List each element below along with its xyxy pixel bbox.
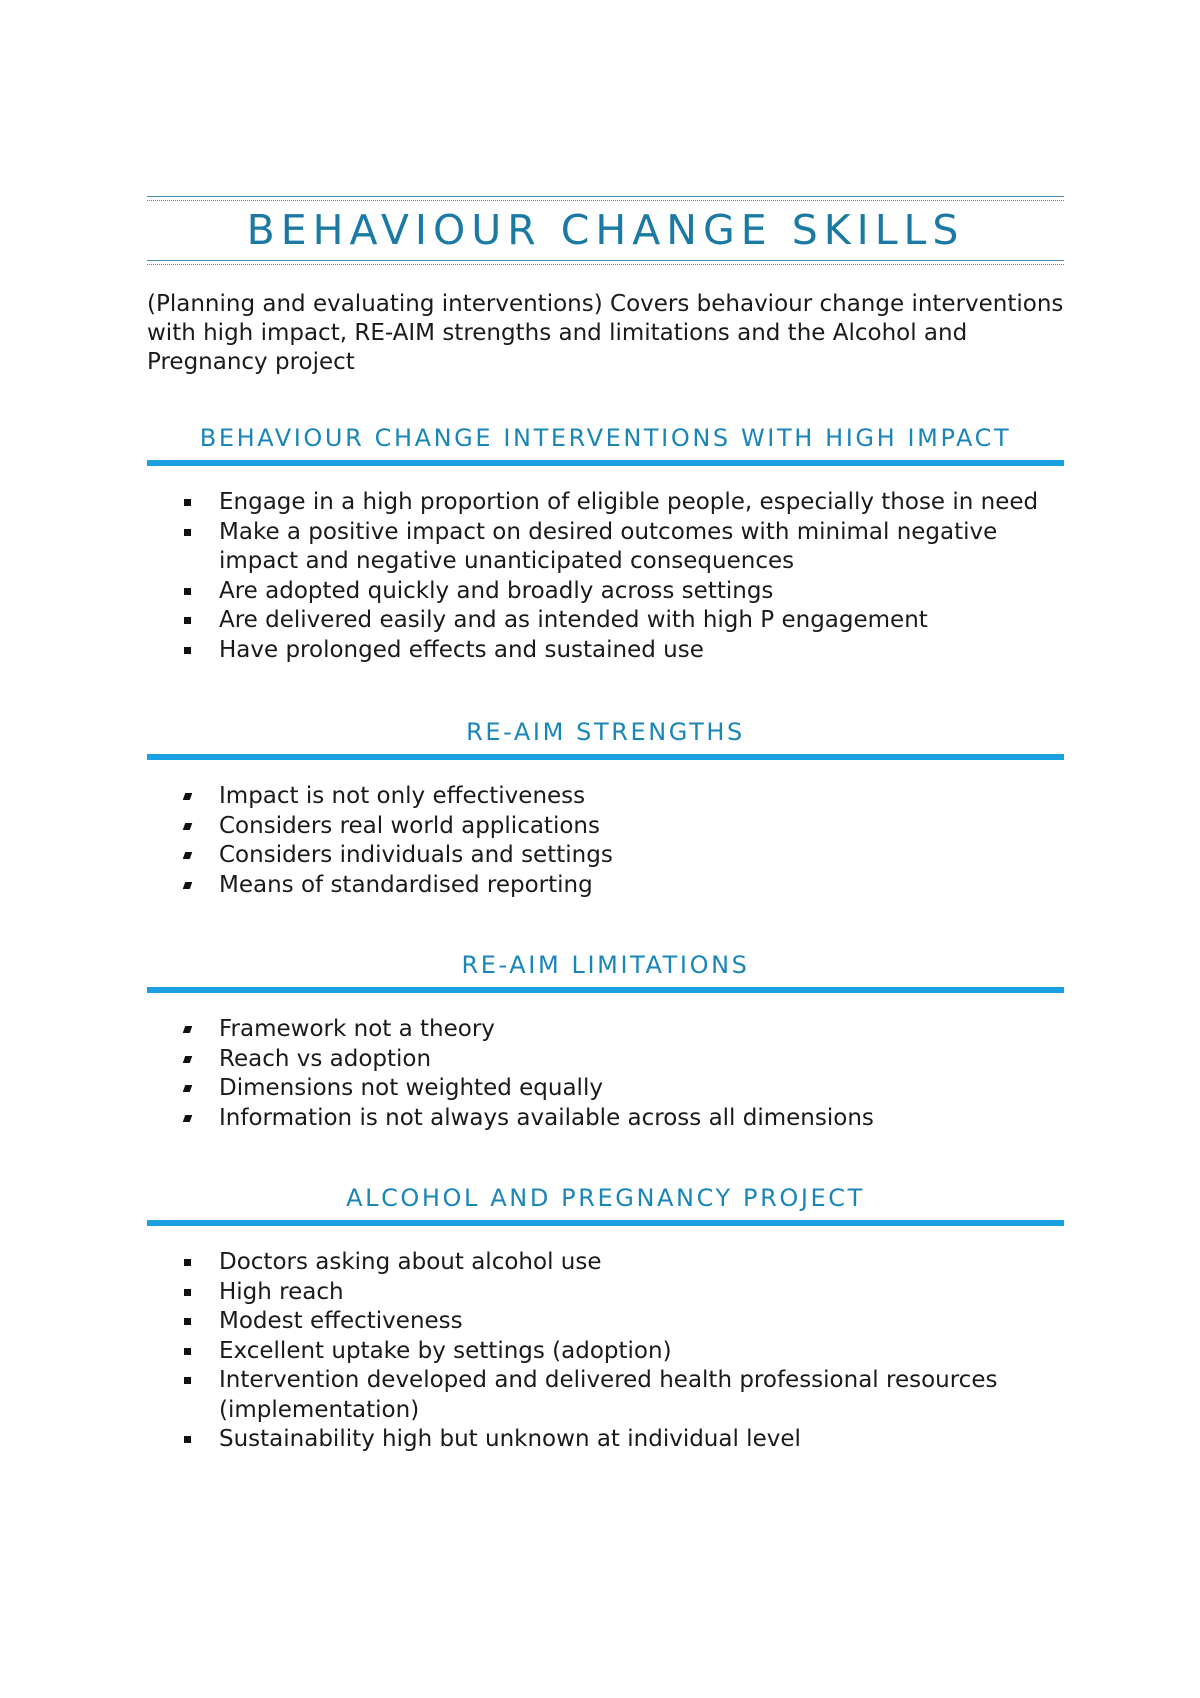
- list-item: [147, 1248, 1064, 1278]
- list-item: [147, 841, 1064, 871]
- square-bullet-icon: [184, 1289, 191, 1296]
- slanted-bullet-icon: [183, 823, 193, 830]
- bullet-list: [147, 1248, 1064, 1455]
- list-item: [147, 1015, 1064, 1045]
- section-high-impact: [147, 423, 1064, 665]
- list-item-text: Are adopted quickly and broadly across settings: [219, 577, 774, 604]
- list-item: [147, 1337, 1064, 1367]
- square-bullet-icon: [184, 1259, 191, 1266]
- square-bullet-icon: [184, 617, 191, 624]
- title-rule-bottom: [147, 260, 1064, 265]
- slanted-bullet-icon: [183, 1115, 193, 1122]
- list-item-text: Dimensions not weighted equally: [219, 1075, 603, 1101]
- list-item-text: Impact is not only effectiveness: [219, 783, 586, 809]
- section-alcohol-pregnancy: [147, 1183, 1064, 1455]
- title-block: [147, 196, 1064, 264]
- list-item-text: Means of standardised reporting: [219, 871, 593, 898]
- section-heading: ALCOHOL AND PREGNANCY PROJECT: [147, 1183, 1064, 1226]
- title-rule-top: [147, 196, 1064, 201]
- section-re-aim-strengths: [147, 717, 1064, 900]
- slanted-bullet-icon: [183, 882, 193, 889]
- list-item-text: Information is not always available across all dimensions: [219, 1104, 874, 1131]
- list-item: [147, 1425, 1064, 1455]
- section-heading: RE-AIM STRENGTHS: [147, 717, 1064, 760]
- section-heading: RE-AIM LIMITATIONS: [147, 950, 1064, 993]
- list-item-text: High reach: [219, 1278, 344, 1305]
- list-item: [147, 782, 1064, 812]
- list-item-text: Framework not a theory: [219, 1016, 495, 1042]
- list-item: [147, 871, 1064, 901]
- list-item: [147, 636, 1064, 666]
- slanted-bullet-icon: [183, 1056, 193, 1063]
- section-heading: BEHAVIOUR CHANGE INTERVENTIONS WITH HIGH IMPACT: [147, 423, 1064, 466]
- square-bullet-icon: [184, 1348, 191, 1355]
- square-bullet-icon: [184, 529, 191, 536]
- slanted-bullet-icon: [183, 1026, 193, 1033]
- square-bullet-icon: [184, 499, 191, 506]
- document-title: BEHAVIOUR CHANGE SKILLS: [246, 206, 965, 254]
- bullet-list: [147, 488, 1064, 665]
- square-bullet-icon: [184, 1436, 191, 1443]
- list-item-text: Make a positive impact on desired outcomes with minimal negative impact and negative unanticipated consequences: [219, 518, 998, 574]
- bullet-list: [147, 1015, 1064, 1133]
- square-bullet-icon: [184, 1377, 191, 1384]
- section-re-aim-limitations: [147, 950, 1064, 1133]
- list-item: [147, 488, 1064, 518]
- list-item: [147, 518, 1064, 577]
- list-item-text: Doctors asking about alcohol use: [219, 1249, 602, 1275]
- list-item-text: Modest effectiveness: [219, 1308, 463, 1334]
- list-item-text: Considers real world applications: [219, 812, 600, 839]
- list-item: [147, 1307, 1064, 1337]
- list-item-text: Excellent uptake by settings (adoption): [219, 1337, 672, 1364]
- square-bullet-icon: [184, 647, 191, 654]
- list-item-text: Sustainability high but unknown at individual level: [219, 1426, 801, 1452]
- square-bullet-icon: [184, 1318, 191, 1325]
- list-item-text: Are delivered easily and as intended with high P engagement: [219, 607, 928, 633]
- list-item: [147, 606, 1064, 636]
- list-item: [147, 1074, 1064, 1104]
- list-item-text: Have prolonged effects and sustained use: [219, 636, 704, 663]
- list-item: [147, 1278, 1064, 1308]
- slanted-bullet-icon: [183, 852, 193, 859]
- list-item-text: Engage in a high proportion of eligible people, especially those in need: [219, 489, 1039, 515]
- document-page: [147, 196, 1064, 1455]
- list-item: [147, 1104, 1064, 1134]
- list-item-text: Considers individuals and settings: [219, 842, 613, 868]
- list-item: [147, 577, 1064, 607]
- list-item-text: Reach vs adoption: [219, 1045, 432, 1072]
- bullet-list: [147, 782, 1064, 900]
- list-item: [147, 1366, 1064, 1425]
- square-bullet-icon: [184, 588, 191, 595]
- list-item: [147, 1045, 1064, 1075]
- list-item: [147, 812, 1064, 842]
- intro-paragraph: (Planning and evaluating interventions) Covers behaviour change interventions with high impact, RE-AIM strengths and limitations and the Alcohol and Pregnancy project: [147, 291, 1064, 375]
- slanted-bullet-icon: [183, 793, 193, 800]
- slanted-bullet-icon: [183, 1085, 193, 1092]
- list-item-text: Intervention developed and delivered health professional resources (implementation): [219, 1367, 998, 1423]
